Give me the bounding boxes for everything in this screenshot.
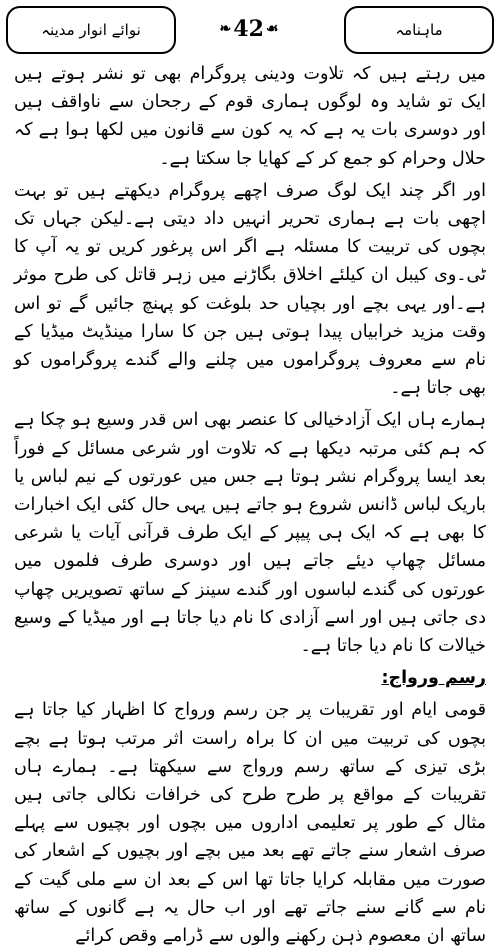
article-body (14, 60, 486, 947)
section-title: ماہنامہ (395, 21, 443, 39)
section-title-box (344, 6, 494, 54)
paragraph: قومی ایام اور تقریبات پر جن رسم ورواج کا اظہار کیا جاتا ہے بچوں کی تربیت میں ان کا براہ راست اثر مرتب ہوتا ہے بچے بڑی تیزی کے ساتھ رسم ورواج سے سیکھتا ہے۔ ہمارے ہاں تقریبات کے مواقع پر طرح طرح کی خرافات نکالی جاتی ہیں مثال کے طور پر تعلیمی اداروں میں بچوں اور بچیوں سے پہلے صرف اشعار سنے جاتے تھے بعد میں بچے اور بچیوں کے اشعار کی صورت میں مقابلہ کرایا جاتا تھا اس کے بعد ان سے ملی گیت کے نام سے گانے سنے جاتے تھے اور اب حال یہ ہے گانوں کے ساتھ ساتھ ان معصوم ذہن رکھنے والوں سے ڈرامے وقص کرائے (14, 700, 486, 947)
ornament-right-icon: ☙ (265, 21, 279, 37)
page-header (6, 6, 494, 58)
section-heading: رسم ورواج: (381, 668, 486, 689)
magazine-title: نوائے انوار مدینہ (41, 21, 141, 39)
paragraph: اور اگر چند ایک لوگ صرف اچھے پروگرام دیکھتے ہیں تو بہت اچھی بات ہے ہماری تحریر انہیں داد دیتی ہے۔لیکن جہاں تک بچوں کی تربیت کا مسئلہ ہے اگر اس پرغور کریں تو یہ آپ کا ٹی۔وی کیبل ان کیلئے اخلاق بگاڑنے میں زہر قاتل کی طرح موثر ہے۔اور یہی بچے اور بچیاں حد بلوغت کو پہنچ جائیں گے تو اس وقت مزید خرابیاں پیدا ہوتی ہیں جن کا سارا مینڈیٹ میڈیا کے نام سے معروف پروگراموں میں چلنے والے گندے پروگراموں کو بھی جاتا ہے۔ (14, 180, 486, 399)
page-number: 42 (233, 16, 264, 42)
paragraph: میں رہتے ہیں کہ تلاوت ودینی پروگرام بھی تو نشر ہوتے ہیں ایک تو شاید وہ لوگوں ہماری قوم کے رجحان سے ناواقف ہیں اور دوسری بات یہ ہے کہ یہ کون سے قانون میں لکھا ہوا ہے کہ حلال وحرام کو جمع کر کے کھایا جا سکتا ہے۔ (14, 64, 486, 169)
magazine-title-box (6, 6, 176, 54)
page-number-box (204, 14, 294, 44)
paragraph: ہمارے ہاں ایک آزادخیالی کا عنصر بھی اس قدر وسیع ہو چکا ہے کہ ہم کئی مرتبہ دیکھا ہے کہ تلاوت اور شرعی مسائل کے فوراً بعد ایسا پروگرام نشر ہوتا ہے جس میں عورتوں کے نیم لباس یا باریک لباس ڈانس شروع ہو جاتے ہیں یہی حال کئی ایک اخبارات کا بھی ہے کہ ایک ہی پیپر کے ایک طرف قرآنی آیات یا شرعی مسائل چھاپ دیئے جاتے ہیں اور دوسری طرف فلموں میں عورتوں کی گندے لباسوں اور گندے سینز کے ساتھ تصویریں چھاپ دی جاتی ہیں اور اسے آزادی کا نام دیا جاتا ہے اور میڈیا کے وسیع خیالات کا نام دیا جاتا ہے۔ (14, 410, 486, 657)
ornament-left-icon: ❧ (219, 21, 232, 37)
